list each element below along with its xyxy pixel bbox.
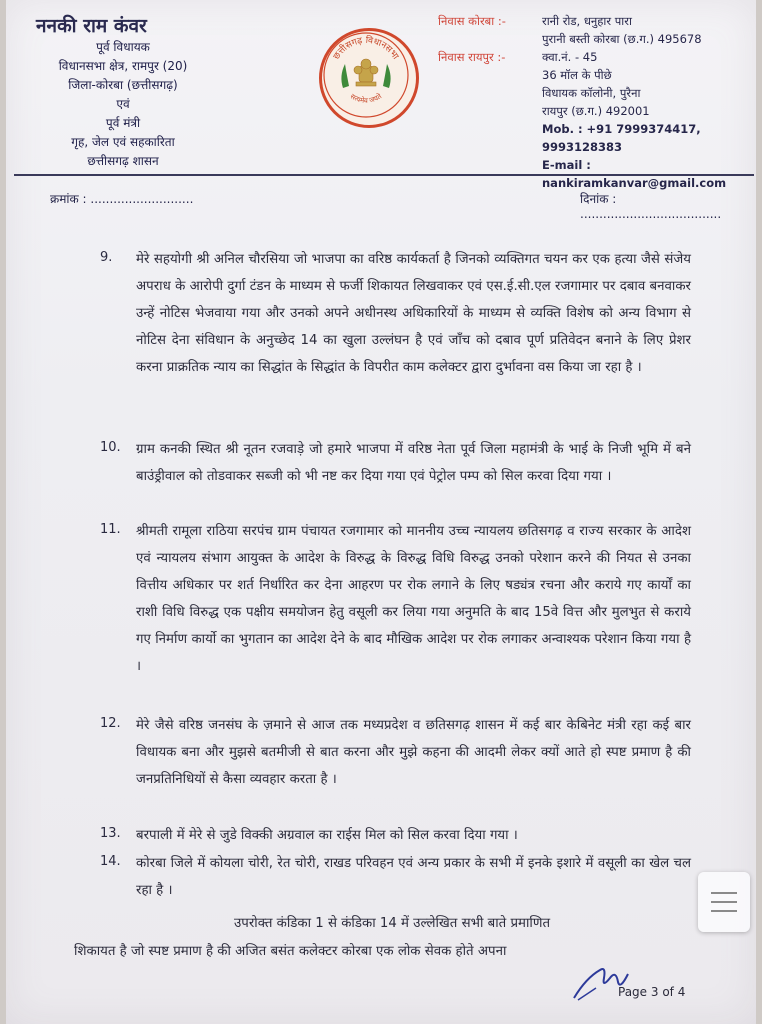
korba-address-line-1: रानी रोड, धनुहार पारा bbox=[542, 14, 632, 28]
svg-text:सत्यमेव जयते bbox=[349, 91, 384, 105]
paragraph-number: 13. bbox=[100, 826, 121, 841]
paragraph-number: 9. bbox=[100, 250, 113, 265]
svg-text:छत्तीसगढ़ विधानसभा bbox=[332, 34, 401, 62]
paragraph-number: 14. bbox=[100, 854, 121, 869]
raipur-address-line-3: विधायक कॉलोनी, पुरैना bbox=[542, 86, 641, 100]
seal-bottom-text: सत्यमेव जयते bbox=[348, 92, 384, 105]
paragraph-number: 10. bbox=[100, 440, 121, 455]
korba-residence-label: निवास कोरबा :- bbox=[438, 14, 506, 28]
raipur-residence-label: निवास रायपुर :- bbox=[438, 50, 506, 64]
paragraph-number: 11. bbox=[100, 522, 121, 537]
paragraph-text: ग्राम कनकी स्थित श्री नूतन रजवाड़े जो हमारे भाजपा में वरिष्ठ नेता पूर्व जिला महामंत्री के भाई के निजी भूमि में बने बाउंड्रीवाल को तोडवाकर सब्जी को भी नष्ट कर दिया गया एवं पेट्रोल पम्प को सिल करवा दिया गया । bbox=[136, 442, 691, 484]
and-line: एवं bbox=[116, 97, 130, 111]
raipur-address-line-1: क्वा.नं. - 45 bbox=[542, 50, 598, 64]
paragraph-text: कोरबा जिले में कोयला चोरी, रेत चोरी, राखड परिवहन एवं अन्य प्रकार के सभी में इनके इशारे में वसूली का खेल चल रहा है । bbox=[136, 856, 691, 898]
paragraph-text: मेरे सहयोगी श्री अनिल चौरसिया जो भाजपा का वरिष्ठ कार्यकर्ता है जिनको व्यक्तिगत चयन कर एक हत्या जैसे संजेय अपराध के आरोपी दुर्गा टंडन के माध्यम से फर्जी शिकायत लिखवाकर एवं एस.ई.सी.एल रजगामार पर दबाव बनवाकर उन्हें नोटिस भेजवाया गया और उनको अपने अधीनस्थ अधिकारियों के माध्यम से व्यक्ति विशेष को अन्य विभाग से नोटिस देना संविधान के अनुच्छेद 14 का खुला उल्लंघन है एवं जाँच को दबाव पूर्ण प्रतिवेदन बनाने के लिए प्रेशर करना प्राक्रतिक न्याय का सिद्धांत के सिद्धांत के विपरीत काम कलेक्टर द्वारा दुर्भावना वस किया जा रहा है । bbox=[136, 252, 691, 375]
page-number: Page 3 of 4 bbox=[618, 985, 686, 999]
letterhead-left bbox=[28, 12, 218, 171]
floating-menu-button[interactable] bbox=[698, 872, 750, 932]
raipur-address-line-2: 36 मॉल के पीछे bbox=[542, 68, 612, 82]
former-minister-line: पूर्व मंत्री bbox=[105, 116, 141, 130]
paragraph-text: मेरे जैसे वरिष्ठ जनसंघ के ज़माने से आज तक मध्यप्रदेश व छतिसगढ़ शासन में कई बार केबिनेट मंत्री रहा कई बार विधायक बना और मुझसे बतमीजी से बात करना और मुझे कहना की आदमी लेकर क्यों आते हो स्पष्ट प्रमाण है की जनप्रतिनिधियों से कैसा व्यवहार करता है । bbox=[136, 718, 691, 787]
constituency-line: विधानसभा क्षेत्र, रामपुर (20) bbox=[58, 59, 188, 73]
email-address: E-mail : nankiramkanvar@gmail.com bbox=[542, 158, 727, 190]
mobile-numbers: Mob. : +91 7999374417, 9993128383 bbox=[542, 122, 701, 154]
closing-line-2: शिकायत है जो स्पष्ट प्रमाण है की अजित बसंत कलेक्टर कोरबा एक लोक सेवक होते अपना bbox=[74, 944, 507, 959]
korba-address-line-2: पुरानी बस्ती कोरबा (छ.ग.) 495678 bbox=[542, 32, 702, 46]
date-field: दिनांक : ..................................... bbox=[580, 192, 722, 221]
paragraph-number: 12. bbox=[100, 716, 121, 731]
paragraph-text: बरपाली में मेरे से जुडे विक्की अग्रवाल का राईस मिल को सिल करवा दिया गया । bbox=[136, 828, 518, 843]
designation-line: पूर्व विधायक bbox=[96, 40, 150, 54]
seal-top-text: छत्तीसगढ़ विधानसभा bbox=[331, 35, 401, 62]
letterhead-right bbox=[438, 12, 758, 192]
paragraph-text: श्रीमती रामूला राठिया सरपंच ग्राम पंचायत रजगामार को माननीय उच्च न्यायलय छतिसगढ़ व राज्य सरकार के आदेश एवं न्यायलय संभाग आयुक्त के आदेश के विरुद्ध के विरुद्ध विधि विरुद्ध उनको परेशान करने की नियत से उनका वित्तीय अधिकार पर शर्त निर्धारित कर देना आहरण पर रोक लगाने के लिए षड्यंत्र रचना और कराये गए कार्यों का राशी विधि विरुद्ध एक पक्षीय समयोजन हेतु वसूली कर लिया गया अनुमति के बाद 15वे वित्त और मुलभुत से कराये गए निर्माण कार्यो का भुगतान का आदेश देने के बाद मौखिक आदेश पर रोक लगाकर अन्वाश्यक परेशान किया गया है । bbox=[136, 524, 691, 674]
document-page bbox=[6, 0, 756, 1024]
sender-name: ननकी राम कंवर bbox=[36, 15, 147, 37]
district-line: जिला-कोरबा (छत्तीसगढ़) bbox=[68, 78, 178, 92]
raipur-address-line-4: रायपुर (छ.ग.) 492001 bbox=[542, 104, 650, 118]
header-divider bbox=[14, 174, 754, 176]
portfolio-line: गृह, जेल एवं सहकारिता bbox=[71, 135, 175, 149]
assembly-seal-icon bbox=[319, 28, 419, 128]
closing-line-1: उपरोक्त कंडिका 1 से कंडिका 14 में उल्लेखित सभी बाते प्रमाणित bbox=[234, 916, 551, 931]
reference-number: क्रमांक : ........................... bbox=[50, 192, 194, 206]
government-line: छत्तीसगढ़ शासन bbox=[87, 154, 159, 168]
signature-icon bbox=[566, 948, 646, 1008]
